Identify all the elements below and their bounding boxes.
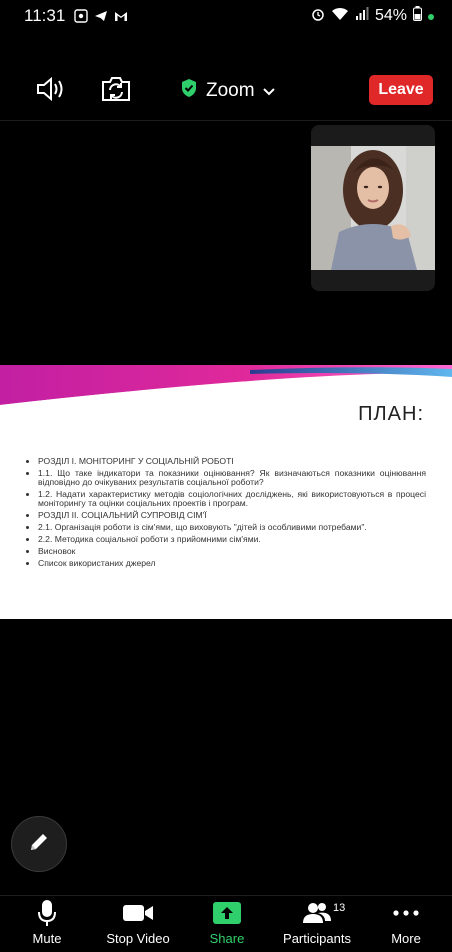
bottom-toolbar bbox=[0, 895, 452, 952]
slide-outline bbox=[28, 457, 426, 571]
slide-title: ПЛАН: bbox=[358, 403, 424, 425]
share-screen-icon bbox=[213, 899, 241, 927]
outline-item: • РОЗДІЛ І. МОНІТОРИНГ У СОЦІАЛЬНІЙ РОБОТІ bbox=[38, 457, 426, 466]
stop-video-button[interactable] bbox=[102, 896, 174, 952]
participants-count: 13 bbox=[333, 902, 346, 914]
battery-percent: 54% bbox=[374, 7, 407, 24]
annotate-button[interactable] bbox=[11, 816, 67, 872]
pencil-icon bbox=[28, 831, 50, 858]
status-right bbox=[311, 6, 434, 26]
notification-icons bbox=[74, 9, 128, 23]
more-button[interactable] bbox=[386, 896, 426, 952]
outline-item: • 2.1. Організація роботи із сім'ями, що виховують "дітей із особливими потребами". bbox=[38, 523, 426, 532]
stop-video-label: Stop Video bbox=[106, 931, 170, 946]
outline-item: • 1.1. Що таке індикатори та показники оцінювання? Як визначаються показники оцінювання відповідно до очікуваних результатів соціальної роботи? bbox=[38, 469, 426, 487]
wifi-icon bbox=[331, 7, 349, 26]
switch-camera-icon[interactable] bbox=[100, 74, 132, 109]
share-label: Share bbox=[209, 931, 245, 946]
participant-video bbox=[311, 146, 435, 270]
gmail-icon bbox=[114, 9, 128, 23]
outline-item: • Висновок bbox=[38, 547, 426, 556]
more-dots-icon bbox=[393, 899, 419, 927]
meeting-toolbar bbox=[0, 64, 452, 116]
speaker-icon[interactable] bbox=[36, 76, 66, 107]
self-video-tile[interactable] bbox=[311, 125, 435, 291]
more-label: More bbox=[391, 931, 421, 946]
share-button[interactable] bbox=[204, 896, 250, 952]
meeting-label: Zoom bbox=[206, 80, 255, 101]
status-time: 11:31 bbox=[24, 6, 66, 25]
mute-button[interactable] bbox=[18, 896, 76, 952]
video-camera-icon bbox=[122, 899, 154, 927]
participants-icon bbox=[302, 899, 332, 927]
leave-button[interactable]: Leave bbox=[369, 75, 433, 105]
alarm-icon bbox=[311, 7, 325, 26]
signal-icon bbox=[355, 7, 369, 26]
telegram-icon bbox=[94, 9, 108, 23]
outline-item: • РОЗДІЛ ІІ. СОЦІАЛЬНИЙ СУПРОВІД СІМ'Ї bbox=[38, 511, 426, 520]
outline-item: • 1.2. Надати характеристику методів соціологічних досліджень, які використовуються в процесі моніторингу та оцінки соціальних проектів і програм. bbox=[38, 490, 426, 508]
outline-item: • 2.2. Методика соціальної роботи з прийомними сім'ями. bbox=[38, 535, 426, 544]
shield-check-icon bbox=[180, 78, 198, 104]
meeting-info-menu[interactable] bbox=[180, 78, 275, 104]
toolbar-divider bbox=[0, 120, 452, 121]
green-dot-icon bbox=[428, 7, 434, 25]
participants-label: Participants bbox=[283, 931, 351, 946]
notification-app-icon bbox=[74, 9, 88, 23]
battery-icon bbox=[413, 6, 422, 26]
mute-label: Mute bbox=[32, 931, 62, 946]
microphone-icon bbox=[38, 899, 56, 927]
shared-screen-slide bbox=[0, 365, 452, 619]
chevron-down-icon bbox=[263, 80, 275, 102]
outline-item: • Список використаних джерел bbox=[38, 559, 426, 568]
status-bar bbox=[0, 0, 452, 34]
